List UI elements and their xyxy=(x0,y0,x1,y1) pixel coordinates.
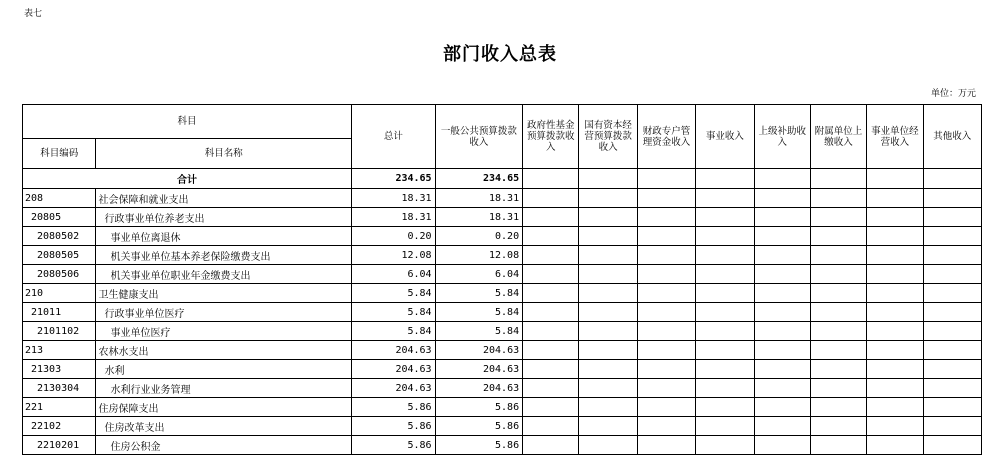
row-name: 卫生健康支出 xyxy=(96,284,352,303)
empty-cell xyxy=(637,169,695,189)
row-code: 21011 xyxy=(23,303,96,322)
empty-cell xyxy=(637,284,695,303)
header-other-income: 其他收入 xyxy=(923,105,981,169)
empty-cell xyxy=(923,379,981,398)
empty-cell xyxy=(867,360,923,379)
empty-cell xyxy=(923,265,981,284)
row-code: 2101102 xyxy=(23,322,96,341)
row-name: 社会保障和就业支出 xyxy=(96,189,352,208)
empty-cell xyxy=(754,189,810,208)
empty-cell xyxy=(867,284,923,303)
header-operating-income: 事业单位经营收入 xyxy=(867,105,923,169)
row-general-budget: 5.84 xyxy=(435,284,523,303)
empty-cell xyxy=(867,379,923,398)
empty-cell xyxy=(867,341,923,360)
empty-cell xyxy=(696,189,754,208)
empty-cell xyxy=(523,265,579,284)
header-affiliated-income: 附属单位上缴收入 xyxy=(810,105,866,169)
row-code: 221 xyxy=(23,398,96,417)
empty-cell xyxy=(923,227,981,246)
empty-cell xyxy=(810,417,866,436)
row-name: 行政事业单位医疗 xyxy=(96,303,352,322)
row-code: 2210201 xyxy=(23,436,96,455)
empty-cell xyxy=(923,322,981,341)
empty-cell xyxy=(867,322,923,341)
header-fiscal-special: 财政专户管理资金收入 xyxy=(637,105,695,169)
empty-cell xyxy=(523,208,579,227)
table-row xyxy=(23,341,982,360)
empty-cell xyxy=(810,436,866,455)
empty-cell xyxy=(754,303,810,322)
table-number-label: 表七 xyxy=(24,9,43,19)
empty-cell xyxy=(579,284,637,303)
empty-cell xyxy=(579,303,637,322)
row-total: 5.86 xyxy=(352,398,436,417)
table-row xyxy=(23,265,982,284)
empty-cell xyxy=(523,379,579,398)
empty-cell xyxy=(923,417,981,436)
empty-cell xyxy=(810,265,866,284)
table-row xyxy=(23,208,982,227)
row-total: 0.20 xyxy=(352,227,436,246)
empty-cell xyxy=(810,303,866,322)
header-total: 总计 xyxy=(352,105,436,169)
empty-cell xyxy=(810,169,866,189)
empty-cell xyxy=(523,227,579,246)
header-state-capital: 国有资本经营预算拨款收入 xyxy=(579,105,637,169)
row-total: 18.31 xyxy=(352,189,436,208)
empty-cell xyxy=(523,322,579,341)
empty-cell xyxy=(754,322,810,341)
empty-cell xyxy=(867,246,923,265)
empty-cell xyxy=(923,169,981,189)
row-total: 204.63 xyxy=(352,360,436,379)
row-general-budget: 6.04 xyxy=(435,265,523,284)
empty-cell xyxy=(923,398,981,417)
table-row xyxy=(23,322,982,341)
row-total: 5.84 xyxy=(352,284,436,303)
empty-cell xyxy=(810,341,866,360)
empty-cell xyxy=(754,341,810,360)
total-general-amount: 234.65 xyxy=(435,169,523,189)
empty-cell xyxy=(696,303,754,322)
empty-cell xyxy=(523,284,579,303)
row-total: 5.84 xyxy=(352,303,436,322)
header-general-budget: 一般公共预算拨款收入 xyxy=(435,105,523,169)
empty-cell xyxy=(810,322,866,341)
empty-cell xyxy=(867,303,923,322)
row-name: 住房保障支出 xyxy=(96,398,352,417)
header-name: 科目名称 xyxy=(96,139,352,169)
empty-cell xyxy=(637,227,695,246)
page-title: 部门收入总表 xyxy=(443,44,557,65)
empty-cell xyxy=(579,436,637,455)
table-row xyxy=(23,303,982,322)
unit-label: 单位：万元 xyxy=(930,89,976,99)
empty-cell xyxy=(637,322,695,341)
row-general-budget: 204.63 xyxy=(435,360,523,379)
total-label: 合计 xyxy=(23,169,352,189)
empty-cell xyxy=(696,360,754,379)
row-total: 204.63 xyxy=(352,341,436,360)
empty-cell xyxy=(579,398,637,417)
row-code: 208 xyxy=(23,189,96,208)
empty-cell xyxy=(754,246,810,265)
row-code: 2080505 xyxy=(23,246,96,265)
empty-cell xyxy=(923,341,981,360)
row-total: 18.31 xyxy=(352,208,436,227)
empty-cell xyxy=(810,379,866,398)
empty-cell xyxy=(867,169,923,189)
empty-cell xyxy=(696,246,754,265)
row-general-budget: 12.08 xyxy=(435,246,523,265)
empty-cell xyxy=(923,360,981,379)
empty-cell xyxy=(696,169,754,189)
empty-cell xyxy=(754,360,810,379)
empty-cell xyxy=(523,436,579,455)
empty-cell xyxy=(810,246,866,265)
table-row xyxy=(23,360,982,379)
header-superior-subsidy: 上级补助收入 xyxy=(754,105,810,169)
empty-cell xyxy=(867,265,923,284)
empty-cell xyxy=(579,265,637,284)
empty-cell xyxy=(523,398,579,417)
row-total: 5.86 xyxy=(352,417,436,436)
row-name: 农林水支出 xyxy=(96,341,352,360)
row-general-budget: 0.20 xyxy=(435,227,523,246)
empty-cell xyxy=(867,398,923,417)
empty-cell xyxy=(696,398,754,417)
empty-cell xyxy=(523,169,579,189)
empty-cell xyxy=(810,398,866,417)
table-row xyxy=(23,189,982,208)
empty-cell xyxy=(754,284,810,303)
header-gov-fund: 政府性基金预算拨款收入 xyxy=(523,105,579,169)
table-row xyxy=(23,284,982,303)
empty-cell xyxy=(579,322,637,341)
empty-cell xyxy=(637,246,695,265)
row-code: 20805 xyxy=(23,208,96,227)
empty-cell xyxy=(637,360,695,379)
table-row xyxy=(23,398,982,417)
empty-cell xyxy=(923,246,981,265)
row-general-budget: 5.86 xyxy=(435,398,523,417)
empty-cell xyxy=(923,303,981,322)
row-total: 6.04 xyxy=(352,265,436,284)
empty-cell xyxy=(754,265,810,284)
row-general-budget: 5.84 xyxy=(435,303,523,322)
empty-cell xyxy=(579,341,637,360)
empty-cell xyxy=(579,189,637,208)
empty-cell xyxy=(637,189,695,208)
row-name: 事业单位离退休 xyxy=(96,227,352,246)
empty-cell xyxy=(637,379,695,398)
empty-cell xyxy=(696,208,754,227)
row-total: 204.63 xyxy=(352,379,436,398)
row-general-budget: 5.86 xyxy=(435,436,523,455)
row-code: 2130304 xyxy=(23,379,96,398)
empty-cell xyxy=(754,417,810,436)
empty-cell xyxy=(579,169,637,189)
empty-cell xyxy=(696,322,754,341)
header-code: 科目编码 xyxy=(23,139,96,169)
empty-cell xyxy=(696,436,754,455)
empty-cell xyxy=(696,227,754,246)
empty-cell xyxy=(923,189,981,208)
table-row xyxy=(23,227,982,246)
empty-cell xyxy=(754,379,810,398)
row-general-budget: 18.31 xyxy=(435,189,523,208)
empty-cell xyxy=(867,189,923,208)
total-row xyxy=(23,169,982,189)
row-general-budget: 204.63 xyxy=(435,341,523,360)
empty-cell xyxy=(637,436,695,455)
empty-cell xyxy=(637,265,695,284)
empty-cell xyxy=(810,227,866,246)
table-row xyxy=(23,436,982,455)
table-row xyxy=(23,246,982,265)
empty-cell xyxy=(696,341,754,360)
row-name: 住房改革支出 xyxy=(96,417,352,436)
empty-cell xyxy=(523,341,579,360)
empty-cell xyxy=(810,208,866,227)
table-row xyxy=(23,379,982,398)
empty-cell xyxy=(579,360,637,379)
row-code: 213 xyxy=(23,341,96,360)
row-general-budget: 204.63 xyxy=(435,379,523,398)
empty-cell xyxy=(754,208,810,227)
table-row xyxy=(23,417,982,436)
row-code: 21303 xyxy=(23,360,96,379)
empty-cell xyxy=(810,189,866,208)
header-row xyxy=(23,105,982,139)
empty-cell xyxy=(754,436,810,455)
empty-cell xyxy=(754,398,810,417)
header-subject: 科目 xyxy=(23,105,352,139)
empty-cell xyxy=(579,246,637,265)
row-code: 210 xyxy=(23,284,96,303)
empty-cell xyxy=(923,208,981,227)
empty-cell xyxy=(810,360,866,379)
empty-cell xyxy=(637,303,695,322)
row-general-budget: 5.84 xyxy=(435,322,523,341)
row-name: 事业单位医疗 xyxy=(96,322,352,341)
empty-cell xyxy=(637,341,695,360)
empty-cell xyxy=(523,303,579,322)
empty-cell xyxy=(867,436,923,455)
empty-cell xyxy=(523,189,579,208)
empty-cell xyxy=(867,208,923,227)
empty-cell xyxy=(579,208,637,227)
empty-cell xyxy=(923,284,981,303)
empty-cell xyxy=(696,265,754,284)
row-name: 水利 xyxy=(96,360,352,379)
row-name: 住房公积金 xyxy=(96,436,352,455)
row-code: 22102 xyxy=(23,417,96,436)
empty-cell xyxy=(579,417,637,436)
empty-cell xyxy=(523,417,579,436)
empty-cell xyxy=(579,379,637,398)
empty-cell xyxy=(579,227,637,246)
empty-cell xyxy=(696,379,754,398)
row-name: 机关事业单位职业年金缴费支出 xyxy=(96,265,352,284)
income-summary-table xyxy=(22,104,982,455)
empty-cell xyxy=(867,417,923,436)
empty-cell xyxy=(923,436,981,455)
total-amount: 234.65 xyxy=(352,169,436,189)
empty-cell xyxy=(523,360,579,379)
empty-cell xyxy=(696,417,754,436)
row-total: 12.08 xyxy=(352,246,436,265)
row-name: 行政事业单位养老支出 xyxy=(96,208,352,227)
empty-cell xyxy=(637,208,695,227)
empty-cell xyxy=(754,227,810,246)
row-general-budget: 18.31 xyxy=(435,208,523,227)
row-general-budget: 5.86 xyxy=(435,417,523,436)
empty-cell xyxy=(637,398,695,417)
empty-cell xyxy=(696,284,754,303)
row-name: 机关事业单位基本养老保险缴费支出 xyxy=(96,246,352,265)
row-total: 5.84 xyxy=(352,322,436,341)
row-code: 2080502 xyxy=(23,227,96,246)
empty-cell xyxy=(754,169,810,189)
header-business-income: 事业收入 xyxy=(696,105,754,169)
empty-cell xyxy=(637,417,695,436)
empty-cell xyxy=(523,246,579,265)
empty-cell xyxy=(810,284,866,303)
empty-cell xyxy=(867,227,923,246)
row-name: 水利行业业务管理 xyxy=(96,379,352,398)
row-code: 2080506 xyxy=(23,265,96,284)
row-total: 5.86 xyxy=(352,436,436,455)
